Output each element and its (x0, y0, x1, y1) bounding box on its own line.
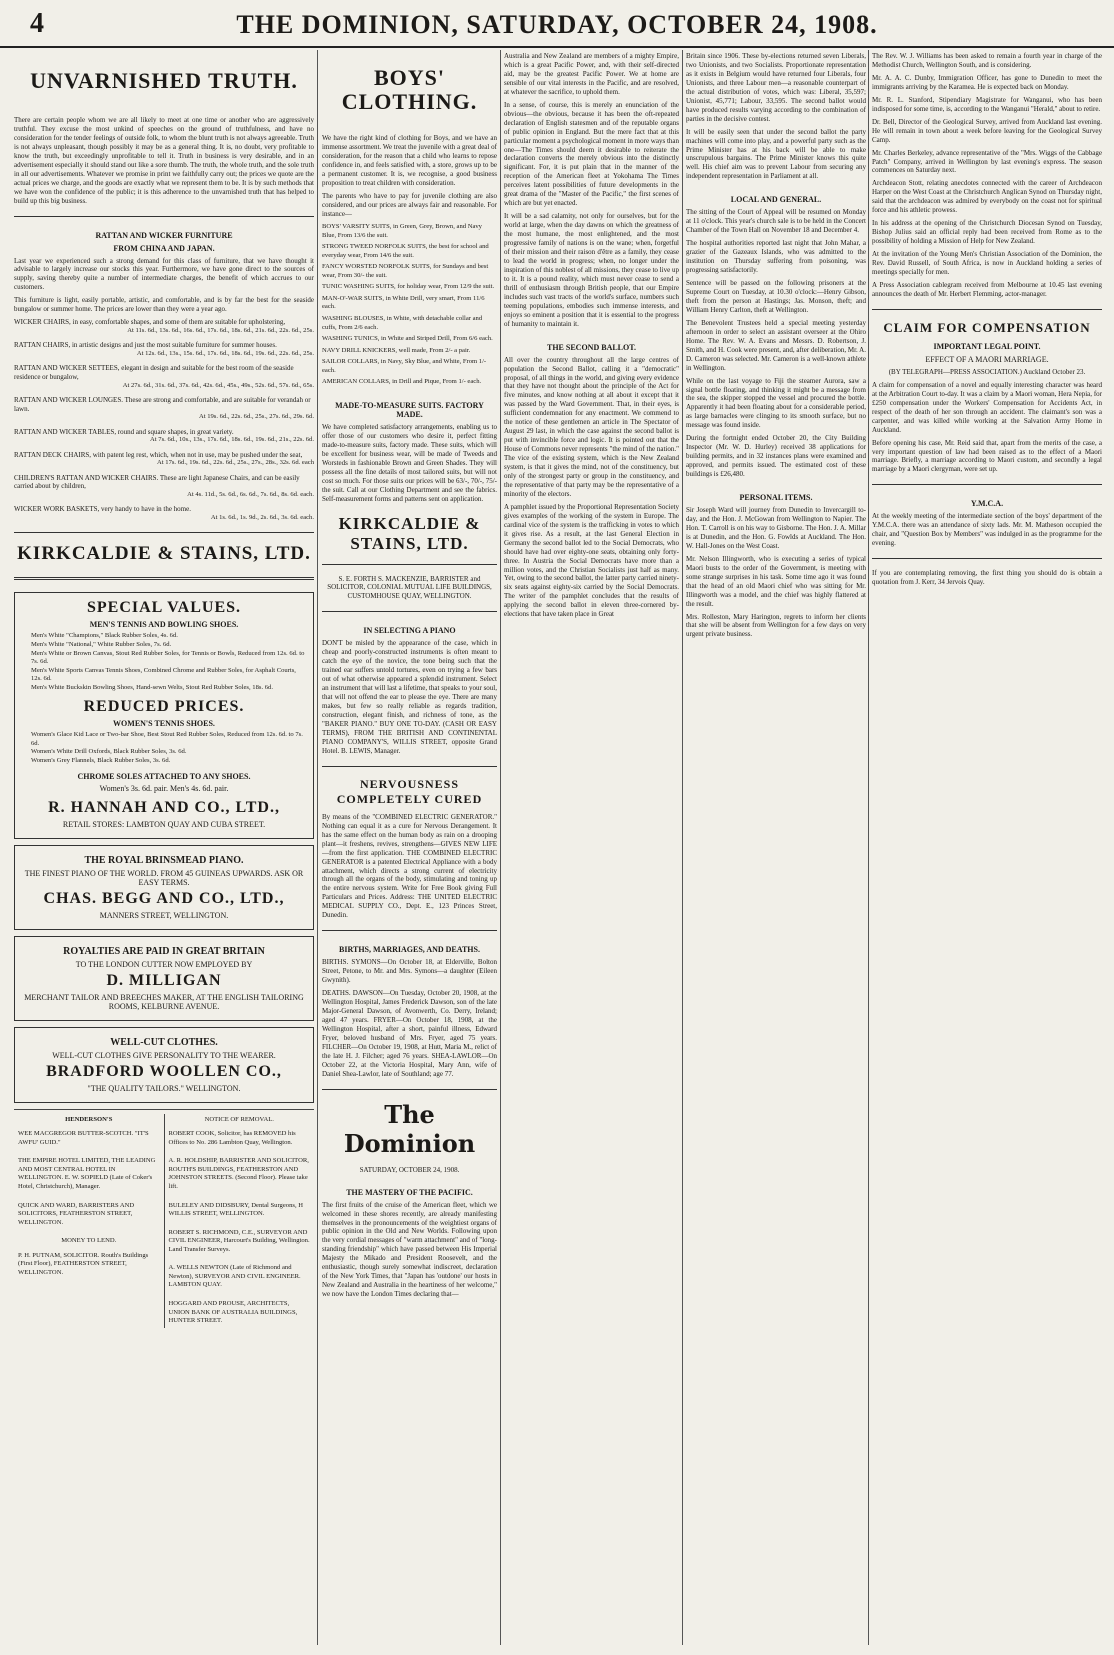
list-item: WASHING BLOUSES, in White, with detachable collar and cuffs, From 2/6 each. (322, 315, 483, 331)
article-paragraph: Australia and New Zealand are members of a mighty Empire, which is a great Pacific Power, and, with their self-directed aid, may be the greatest Pacific Power. We at home are sensible of our vital interests in the Pacific, and are resolved, at whatever the sacrifice, to uphold them. (504, 52, 679, 96)
mastery-pacific-heading: THE MASTERY OF THE PACIFIC. (346, 1187, 473, 1197)
rattan-item: RATTAN CHAIRS, in artistic designs and just the most suitable furniture for summer houses. At 12s. 6d., 13s., 15s. 6d., 17s. 6d., 18s. 6d., 19s. 6d., 22s. 6d., 25s. (14, 341, 314, 357)
births-marriages-deaths-heading: BIRTHS, MARRIAGES, AND DEATHS. (339, 945, 480, 955)
list-item: Men's White Sports Canvas Tennis Shoes, Combined Chrome and Rubber Soles, for Asphalt Courts, 12s. 6d. (31, 666, 296, 683)
article-paragraph: Sir Joseph Ward will journey from Dunedin to Invercargill to-day, and the Hon. J. McGowan from Wellington to Napier. The Hon. T. Carroll is on his way to Gisborne. The Hon. J. A. Millar is at Dunedin, and the Hon. G. Fowlds at Auckland. The Hon. W. Hall-Jones on the West Coast. (686, 506, 866, 550)
article-paragraph: At the invitation of the Young Men's Christian Association of the Dominion, the Rev. David Russell, of South Africa, is now in Auckland holding a series of meetings specially for men. (872, 250, 1102, 277)
bradford-tagline: "THE QUALITY TAILORS." WELLINGTON. (87, 1083, 241, 1093)
list-item: Women's White Drill Oxfords, Black Rubber Soles, 3s. 6d. (31, 748, 187, 756)
wellcut-title: WELL-CUT CLOTHES. (110, 1036, 218, 1048)
list-item: A. WELLS NEWTON (Late of Richmond and Newton), SURVEYOR AND CIVIL ENGINEER. LAMBTON QUAY. (168, 1264, 301, 1289)
column-5 (872, 52, 1102, 1647)
divider (322, 564, 497, 565)
article-paragraph: The Rev. W. J. Williams has been asked to remain a fourth year in charge of the Methodist Church, Wellington South, and is considering. (872, 52, 1102, 69)
article-paragraph: In his address at the opening of the Christchurch Diocesan Synod on Tuesday, Bishop Julius said an official reply had been received from Rome as to the possibility of holding a Mission of Help for New Zealand. (872, 219, 1102, 246)
article-paragraph: It will be a sad calamity, not only for ourselves, but for the world at large, when the day dawns on which the greatness of the most humane, the most enlightened, and the most progressive family of nations is on the wane; when, forgetful of their mission and their raison d'être as a family, they cease to lead the world in progress; when, no longer under the inspiration of this noblest of all missions, they cease to live up to it. It is a pound reality, which must never cease to send a thrill of enthusiasm through British people, that our Empire includes such vast tracts of the world's surface, numbers such teeming populations, embodies such immense interests, and enjoys so eminent a position that it is essential to the progress of humanity to maintain it. (504, 212, 679, 328)
claim-subheading-2: EFFECT OF A MAORI MARRIAGE. (925, 354, 1049, 364)
claim-dateline: (BY TELEGRAPH—PRESS ASSOCIATION.) Auckland October 23. (888, 367, 1086, 376)
list-item: NAVY DRILL KNICKERS, well made, From 2/- a pair. (322, 346, 471, 354)
mastery-pacific-paragraph: The first fruits of the cruise of the American fleet, which we welcomed in these shores recently, are already manifesting themselves in the pronouncements of the weightiest organs of public opinion in the Old and New Worlds. Following upon the very cordial messages of "warm attachment" and of "long-standing friendship" which have passed between His Imperial Majesty the Mikado and President Roosevelt, and the enthusiastic, though surely somewhat indiscreet, declaration of the New York Times, that "Japan has 'outdone' our hosts in New Zealand and Australia in the heartiness of her welcome," we now have the London Times declaring that— (322, 1200, 497, 1299)
list-item: Women's Glace Kid Lace or Two-bar Shoe, Best Stout Red Rubber Soles, Reduced from 12s. 6d. to 7s. 6d. (31, 731, 303, 747)
rattan-item: RATTAN AND WICKER TABLES, round and square shapes, in great variety. At 7s. 6d., 10s., 13s., 17s. 6d., 18s. 6d., 19s. 6d., 21s., 22s. 6d. (14, 427, 314, 444)
list-item: NOTICE OF REMOVAL. (204, 1115, 274, 1123)
the-dominion-logo: The Dominion (343, 1099, 476, 1158)
milligan-ad (14, 936, 314, 1021)
tennis-shoes-heading: MEN'S TENNIS AND BOWLING SHOES. (89, 620, 239, 630)
boys-clothing-paragraph: The parents who have to pay for juvenile clothing are also considered, and our prices are always fair and reasonable. For instance— (322, 192, 497, 218)
list-item: WASHING TUNICS, in White and Striped Drill, From 6/6 each. (322, 335, 493, 343)
article-paragraph: A pamphlet issued by the Proportional Representation Society gives examples of the working of the system in Europe. The cardinal vice of the system is the trafficking in votes to which it gives rise. As a result, at the last General Election in Germany the second ballot led to the Social Democrats, who should have had over eighty-one seats, obtaining only forty-three. In Austria the Social Democrats have more than a million votes, and the Christian Socialists just half as many. Yet, owing to the second ballot, the latter party carried ninety-six seats against eighty-six carried by the Social Democrats. The writer of the pamphlet concludes that the results of applying the second ballot in eleven three-cornered by-elections that have taken place in Great (504, 502, 679, 619)
small-ads-block (14, 1109, 314, 1332)
small-ads-right (164, 1114, 315, 1328)
column-1 (14, 52, 314, 1647)
article-paragraph: Mr. Charles Berkeley, advance representative of the "Mrs. Wiggs of the Cabbage Patch" Company, arrived in Wellington by last evening's express. The season commences on Saturday next. (872, 148, 1102, 175)
personal-items-heading: PERSONAL ITEMS. (739, 493, 813, 503)
article-paragraph: It will be easily seen that under the second ballot the party machines will come into play, and a powerful party such as the Prime Minister has at his back will be able to make unscrupulous bargains. The Prime Minister knows this quite well. His chief aim was to prevent Labour from securing any independent representation in Parliament at all. (686, 127, 866, 181)
made-to-measure-heading: MADE-TO-MEASURE SUITS. FACTORY MADE. (335, 400, 484, 419)
divider (872, 309, 1102, 310)
list-item: Men's White "National," White Rubber Soles, 7s. 6d. (31, 640, 172, 648)
article-paragraph: Dr. Bell, Director of the Geological Survey, arrived from Auckland last evening. He will remain in town about a week before leaving for the Geological Survey Camp. (872, 117, 1102, 144)
article-paragraph: The sitting of the Court of Appeal will be resumed on Monday at 11 o'clock. This year's church sale is to be held in the Concert Chamber of the Town Hall on November 18 and December 4. (686, 208, 866, 235)
article-paragraph: In a sense, of course, this is merely an enunciation of the obvious—the obvious, because it has been the oft-repeated declaration of English statesmen and of the reputable organs of public opinion in England. But the mere fact that at this particular moment a psychological moment in more ways than one—The Times should deem it desirable to reiterate the declaration converts the merely obvious into the distinctly significant. For, it is put plain that in the manner of the reception of the American fleet at Yokohama The Times perceives latent possibilities of future developments in the great drama of the "Master of the Pacific," the first scenes of which are but yet enacted. (504, 100, 679, 208)
births-notice: BIRTHS. SYMONS—On October 18, at Elderville, Bolton Street, Petone, to Mr. and Mrs. Symons—a daughter (Eileen Gwynith). (322, 958, 497, 985)
divider (322, 611, 497, 612)
divider (872, 484, 1102, 485)
list-item: HOGGARD AND PROUSE, ARCHITECTS, UNION BANK OF AUSTRALIA BUILDINGS, HUNTER STREET. (168, 1300, 298, 1325)
column-4 (686, 52, 866, 1647)
made-to-measure-paragraph: We have completed satisfactory arrangements, enabling us to offer those of our customers who desire it, perfect fitting made-to-measure suits, factory made. These suits, which will be excellent for business wear, will be made of Tweeds and Worsteds in fashionable Brown and Green Shades. They will possess all the fine details of most tailored suits, but will not cost so much. For those suits our prices will be 63/-, 70/-, 75/- the suit. Call at our Clothing Department and see the fabrics. Self-measurement forms and patterns sent on application. (322, 422, 497, 503)
list-item: ROBERT S. RICHMOND, C.E., SURVEYOR AND CIVIL ENGINEER, Harcourt's Building, Wellington. Land Transfer Surveys. (168, 1228, 310, 1253)
article-paragraph: Mrs. Rolleston, Mary Harington, regrets to inform her clients that she will be absent from Wellington for a few days on very urgent private business. (686, 612, 866, 639)
hannah-company-name: R. HANNAH AND CO., LTD., (48, 798, 280, 816)
column-2 (322, 52, 497, 1647)
piano-heading: IN SELECTING A PIANO (363, 626, 456, 636)
rattan-item: RATTAN DECK CHAIRS, with patent leg rest, which, when not in use, may be pushed under the seat, At 17s. 6d., 19s. 6d., 22s. 6d., 25s., 27s., 28s., 32s. 6d. each (14, 450, 314, 467)
rattan-paragraph: Last year we experienced such a strong demand for this class of furniture, that we have thought it advisable to largely increase our stocks this year. Furthermore, we have gone direct to the sources of supply, saving thereby quite a number of intermediate charges, the benefit of which accrues to our customers. (14, 256, 314, 292)
divider (322, 930, 497, 931)
list-item: Men's White Buckskin Bowling Shoes, Hand-sewn Welts, Stout Red Rubber Soles, 18s. 6d. (31, 683, 273, 691)
article-paragraph: Mr. A. A. C. Dunby, Immigration Officer, has gone to Dunedin to meet the immigrants arriving by the Karamea. He is expected back on Monday. (872, 73, 1102, 91)
column-rule (868, 50, 869, 1645)
article-paragraph: Mr. Nelson Illingworth, who is executing a series of typical Maori busts to the order of the Government, is meeting with some strange surprises in his task. Some time ago it was found that the head of an old Maori chief who was sitting for Mr. Illingworth was a model, and the chief was highly flattered at the result. (686, 554, 866, 608)
nervousness-heading: NERVOUSNESS COMPLETELY CURED (336, 776, 483, 806)
article-paragraph: Sentence will be passed on the following prisoners at the Supreme Court on Tuesday, at 10.30 o'clock:—Henry Gibson, theft from the person at Hastings; Jas. Monson, theft; and William Henry Carlton, theft at Wellington. (686, 279, 866, 314)
rattan-heading: RATTAN AND WICKER FURNITURE (95, 230, 233, 240)
divider (872, 558, 1102, 559)
list-item: Men's White or Brown Canvas, Stout Red Rubber Soles, for Tennis or Bowls, Reduced from 12s. 6d. to 7s. 6d. (31, 649, 305, 666)
rattan-item: RATTAN AND WICKER LOUNGES. These are strong and comfortable, and are suitable for verandah or lawn. At 19s. 6d., 22s. 6d., 25s., 27s. 6d., 29s. 6d. (14, 395, 314, 421)
column-rule (682, 50, 683, 1645)
article-paragraph: The Benevolent Trustees held a special meeting yesterday afternoon in order to select an assistant overseer at the Ohiro Home. The Rev. W. A. Evans and Messrs. D. Robertson, J. Smith, and H. Cook were present, and, after deliberation, Mr. A. D. Cameron was selected. Mr. Cameron is a well-known athlete in Wellington. (686, 318, 866, 372)
kirkcaldie-stains-banner: KIRKCALDIE & STAINS, LTD. (17, 543, 311, 565)
kirkcaldie-stains-banner: KIRKCALDIE & STAINS, LTD. (338, 513, 481, 553)
brinsmead-subtitle: THE FINEST PIANO OF THE WORLD. FROM 45 GUINEAS UPWARDS. ASK OR EASY TERMS. (24, 868, 304, 887)
article-paragraph: If you are contemplating removing, the first thing you should do is obtain a quotation from J. Kerr, 34 Jervois Quay. (872, 569, 1102, 587)
list-item: HENDERSON'S (65, 1115, 113, 1123)
begg-address: MANNERS STREET, WELLINGTON. (99, 910, 229, 920)
list-item: STRONG TWEED NORFOLK SUITS, the best for school and everyday wear, From 14/6 the suit. (322, 243, 489, 259)
list-item: MAN-O'-WAR SUITS, in White Drill, very smart, From 11/6 each. (322, 294, 485, 311)
piano-paragraph: DON'T be misled by the appearance of the case, which in cheap and poorly-constructed instruments is often meant to catch the eye of the novice, the tone being such that the trained ear suffers untold tortures, even on trying a few bars out of what otherwise appeared a splendid instrument. Select an instrument that will last a lifetime, that speaks to your soul, that will not offend the ear to please the eye. There are many makes, but few so really reliable as regards tradition, construction, elegant finish, and richness of tone, as the "BAKER PIANO." BUY ONE TO-DAY. (CASH OR EASY TERMS), FROM THE BRITISH AND CONTINENTAL PIANO COMPANY'S, WILLIS STREET, opposite Grand Hotel. B. LEWIS, Manager. (322, 639, 497, 755)
article-paragraph: While on the last voyage to Fiji the steamer Aurora, saw a signal bottle floating, and thinking it might be a message from the sea, the skipper stopped the vessel and procured the bottle. Apparently it had been floating about for a considerable period, as large barnacles were clinging to its smooth surface, but no message was found inside. (686, 376, 866, 430)
wellcut-subtitle: WELL-CUT CLOTHES GIVE PERSONALITY TO THE WEARER. (52, 1050, 276, 1060)
royalties-title: ROYALTIES ARE PAID IN GREAT BRITAIN (63, 945, 265, 957)
reduced-prices-title: REDUCED PRICES. (83, 698, 245, 716)
rattan-item: CHILDREN'S RATTAN AND WICKER CHAIRS. These are light Japanese Chairs, and can be easily carried about by children, At 4s. 11d., 5s. 6d., 6s. 6d., 7s. 6d., 8s. 6d. each. (14, 473, 314, 499)
rattan-item: WICKER WORK BASKETS, very handy to have in the home. At 1s. 6d., 1s. 9d., 2s. 6d., 3s. 6d. each. (14, 505, 314, 522)
masthead-title: THE DOMINION, SATURDAY, OCTOBER 24, 1908. (236, 10, 878, 39)
article-paragraph: A claim for compensation of a novel and equally interesting character was heard at the Arbitration Court to-day. It was a claim by a Maori woman, Hera Nepia, for £250 compensation under the Workers' Compensation for Accidents Act, in respect of the death of her son through an accident. The claimant's son was a carpenter, and was killed while working at the Salvation Army Home in Auckland. (872, 380, 1102, 434)
special-values-title: SPECIAL VALUES. (86, 599, 242, 617)
list-item: FANCY WORSTED NORFOLK SUITS, for Sundays and best wear, From 30/- the suit. (322, 263, 489, 279)
list-item: BOYS' VARSITY SUITS, in Green, Grey, Brown, and Navy Blue, From 13/6 the suit. (322, 222, 482, 239)
article-paragraph: Mr. R. L. Stanford, Stipendiary Magistrate for Wanganui, who has been indisposed for some time, is, according to the Wanganui "Herald," about to retire. (872, 95, 1102, 113)
chrome-soles-heading: CHROME SOLES ATTACHED TO ANY SHOES. (77, 771, 251, 781)
list-item: TUNIC WASHING SUITS, for holiday wear, From 12/9 the suit. (322, 283, 495, 291)
claim-compensation-heading: CLAIM FOR COMPENSATION (883, 319, 1091, 335)
hannah-shoes-ad (14, 592, 314, 838)
list-item: QUICK AND WARD, BARRISTERS AND SOLICITORS, FEATHERSTON STREET, WELLINGTON. (18, 1201, 135, 1226)
list-item: SAILOR COLLARS, in Navy, Sky Blue, and White, From 1/- each. (322, 358, 487, 374)
brinsmead-piano-ad (14, 845, 314, 930)
list-item: P. H. PUTNAM, SOLICITOR. Routh's Buildings (First Floor), FEATHERSTON STREET, WELLINGTON. (18, 1251, 149, 1276)
rattan-paragraph: This furniture is light, easily portable, artistic, and comfortable, and is by far the best for the seaside bungalow or summer home. The prices are lower than they were a year ago. (14, 296, 314, 314)
mackenzie-ad: S. E. FORTH S. MACKENZIE, BARRISTER and SOLICITOR, COLONIAL MUTUAL LIFE BUILDINGS, CUSTOMHOUSE QUAY, WELLINGTON. (327, 574, 492, 601)
rattan-item-list (14, 318, 314, 522)
divider (14, 216, 314, 217)
article-paragraph: Archdeacon Stott, relating anecdotes connected with the career of Archdeacon Harper on the West Coast at the Christchurch Anglican Synod on Thursday night, said that the archdeacon was admired by everybody on the coast not for spiritual force and his athletic prowess. (872, 179, 1102, 215)
royalties-subtitle: TO THE LONDON CUTTER NOW EMPLOYED BY (75, 959, 253, 969)
list-item: MONEY TO LEND. (61, 1237, 117, 1245)
list-item: ROBERT COOK, Solicitor, has REMOVED his Offices to No. 286 Lambton Quay, Wellington. (168, 1130, 296, 1146)
article-paragraph: During the fortnight ended October 20, the City Building Inspector (Mr. W. D. Hurley) received 38 applications for building permits, and in 32 instances plans were examined and approved, and permits issued. The estimated cost of these buildings is £26,480. (686, 434, 866, 479)
boys-clothing-list (322, 223, 497, 387)
rattan-item: WICKER CHAIRS, in easy, comfortable shapes, and some of them are suitable for upholstering, At 11s. 6d., 13s. 6d., 16s. 6d., 17s. 6d., 18s. 6d., 21s. 6d., 22s. 6d., 25s. (14, 318, 314, 334)
divider (14, 532, 314, 533)
list-item: A. R. HOLDSHIP, BARRISTER AND SOLICITOR, ROUTH'S BUILDINGS, FEATHERSTON AND JOHNSTON STREETS. (Second Floor). Please take lift. (168, 1157, 309, 1190)
list-item: BULELEY AND DIDSBURY, Dental Surgeons, H WILLIS STREET, WELLINGTON. (168, 1201, 304, 1218)
claim-subheading: IMPORTANT LEGAL POINT. (933, 341, 1041, 351)
unvarnished-truth-headline: UNVARNISHED TRUTH. (30, 68, 298, 93)
tennis-shoes-list (21, 632, 307, 692)
masthead (0, 0, 1114, 48)
divider (322, 1089, 497, 1090)
rattan-item: RATTAN AND WICKER SETTEES, elegant in design and suitable for the best room of the seaside residence or bungalow, At 27s. 6d., 31s. 6d., 37s. 6d., 42s. 6d., 45s., 49s., 52s. 6d., 57s. 6d., 65s. (14, 364, 314, 389)
second-ballot-heading: THE SECOND BALLOT. (547, 342, 636, 352)
article-paragraph: The hospital authorities reported last night that John Mahar, a grazier of the Gazeaux Islands, who was admitted to the institution on Thursday suffering from poisoning, was progressing satisfactorily. (686, 239, 866, 275)
womens-shoes-list (21, 731, 307, 765)
article-paragraph: Britain since 1906. These by-elections returned seven Liberals, two Unionists, and two Socialists. Proportionate representation as it exists in Belgium would have returned four Liberals, four Unionists, and three Labour men—a reasonable counterpart of the actual distribution of votes, which was: Liberal, 35,597; Unionist, 45,771; Labour, 33,595. The second ballot would have produced results varying according to the combination of parties in the decisive contest. (686, 52, 866, 123)
divider (322, 766, 497, 767)
deaths-notice: DEATHS. DAWSON—On Tuesday, October 20, 1908, at the Wellington Hospital, James Frederick Dawson, son of the late Major-General Dawson, of Avonwerth, Co. Derry, Ireland; aged 47 years. FRYER—On October 18, 1908, at the Wellington Hospital, after a short, painful illness, Edward Fryer, beloved husband of Mrs. Fryer, aged 75 years. FILCHER—On October 19, 1908, at Hutt, Maria M., relict of the late H. J. Filcher; aged 76 years. SHEA-LAWLOR—On October 22, at the Victoria Hospital, Mary Ann, wife of Daniel Shea-Lawlor, late of Southland; age 77. (322, 989, 497, 1078)
article-paragraph: All over the country throughout all the large centres of population the Second Ballot, calling it a "democratic" proposal, of all things in the world, and giving every evidence that they have not thought about the principle of the Act for five minutes, and know nothing at all about it except that it was passed by the Ward Government. That, in their eyes, is sufficient condemnation for any enactment. We commend to the notice of these gentlemen an article in The Spectator of August 29 last, in which the case against the second ballot is put with invincible force and logic. It is pointed out that the House of Commons never represents "the mind of the nation." The vice of the existing system, which is the New Zealand system, is that it gives the mind, not of the constituency, but only of the strongest party or group in the constituency, and the representative of that party may be the representative of a minority of the electors. (504, 355, 679, 498)
womens-shoes-heading: WOMEN'S TENNIS SHOES. (113, 719, 215, 729)
chrome-soles-prices: Women's 3s. 6d. pair. Men's 4s. 6d. pair. (99, 783, 229, 793)
milligan-name: D. MILLIGAN (106, 971, 222, 989)
hannah-address: RETAIL STORES: LAMBTON QUAY AND CUBA STREET. (62, 819, 266, 829)
article-paragraph: At the weekly meeting of the intermediate section of the boys' department of the Y.M.C.A. there was an attendance of sixty lads. Mr. M. Matheson occupied the chair, and "Question Box by Members" was indulged in as the programme for the evening. (872, 512, 1102, 548)
list-item: AMERICAN COLLARS, in Drill and Pique, From 1/- each. (322, 378, 482, 386)
brinsmead-title: THE ROYAL BRINSMEAD PIANO. (84, 854, 244, 866)
list-item: WEE MACGREGOR BUTTER-SCOTCH. "IT'S AWFU' GUID." (18, 1130, 149, 1146)
bradford-ad (14, 1027, 314, 1103)
column-rule (500, 50, 501, 1645)
nervousness-paragraph: By means of the "COMBINED ELECTRIC GENERATOR." Nothing can equal it as a cure for Nervous Derangement. It has the same effect on the human body as rain on a drooping plant—it freshens, revives, strengthens—GIVES NEW LIFE—from the first application. THE COMBINED ELECTRIC GENERATOR is a patented Electrical Appliance with a body attachment, which directs a strong current of electricity through all the organs of the body, stimulating and toning up the entire nervous system. Write for Free Book giving Full Particulars and Prices. Address: THE UNITED ELECTRIC MEDICAL SUPPLY CO., Dept. E., 123 Princes Street, Dunedin. (322, 812, 497, 920)
article-paragraph: Before opening his case, Mr. Reid said that, apart from the merits of the case, a very important question of law had been raised as to the effect of a Maori marriage. Briefly, a marriage according to Maori custom, and secondly a legal marriage by a Maori clergyman, were set up. (872, 438, 1102, 474)
milligan-description: MERCHANT TAILOR AND BREECHES MAKER, AT THE ENGLISH TAILORING ROOMS, KELBURNE AVENUE. (24, 992, 304, 1011)
article-paragraph: A Press Association cablegram received from Melbourne at 10.45 last evening announces the death of Mr. Herbert Flemming, actor-manager. (872, 280, 1102, 298)
list-item: THE EMPIRE HOTEL LIMITED, THE LEADING AND MOST CENTRAL HOTEL IN WELLINGTON. E. W. SOPIELD (Late of Coker's Hotel, Christchurch), Manager. (18, 1157, 156, 1190)
boys-clothing-paragraph: We have the right kind of clothing for Boys, and we have an immense assortment. We treat the juvenile with a great deal of consideration, for the reason that a child who learns to repose confidence in, and feels satisfied with, a store, grows up to be a permanent customer. It is, we recognise, a good business proposition to treat children with consideration. (322, 134, 497, 188)
divider (14, 577, 314, 580)
page-number: 4 (30, 8, 44, 39)
column-3 (504, 52, 679, 1647)
begg-company-name: CHAS. BEGG AND CO., LTD., (43, 889, 285, 907)
list-item: Men's White "Champions," Black Rubber Soles, 4s. 6d. (31, 632, 178, 640)
column-rule (317, 50, 318, 1645)
ymca-heading: Y.M.C.A. (970, 499, 1004, 509)
unvarnished-truth-body: There are certain people whom we are all likely to meet at one time or another who are aggressively truthful. They excuse the most unkind of speeches on the ground of truthfulness, and have no consideration for the tender feelings of outside folk, to whom the blunt truth is not always agreeable. Truth is not always unpleasant, though possibly it may be as a general thing. It is, no doubt, very profitable to know the truth, but exceedingly unprofitable to tell it. Truth in business is very desirable, and in an advertisement especially it should stand out like a sore thumb. The truth, the whole truth, and the sole truth in all our advertisements. Whatever we promise in print we faithfully carry out; the prices we quote are the actual prices we charge, and the goods are exactly what we represent them to be. It is by such methods that we have won the confidence of the public; it is this adherence to the unvarnished truth that has helped to build up this big business. (14, 116, 314, 205)
boys-clothing-headline: BOYS' CLOTHING. (341, 65, 478, 115)
bradford-name: BRADFORD WOOLLEN CO., (46, 1062, 282, 1080)
local-general-heading: LOCAL AND GENERAL. (730, 195, 822, 205)
list-item: Women's Grey Flannels, Black Rubber Soles, 3s. 6d. (31, 757, 171, 764)
editorial-date: SATURDAY, OCTOBER 24, 1908. (359, 1165, 460, 1174)
small-ads-left (14, 1114, 164, 1328)
rattan-subheading: FROM CHINA AND JAPAN. (113, 243, 215, 253)
